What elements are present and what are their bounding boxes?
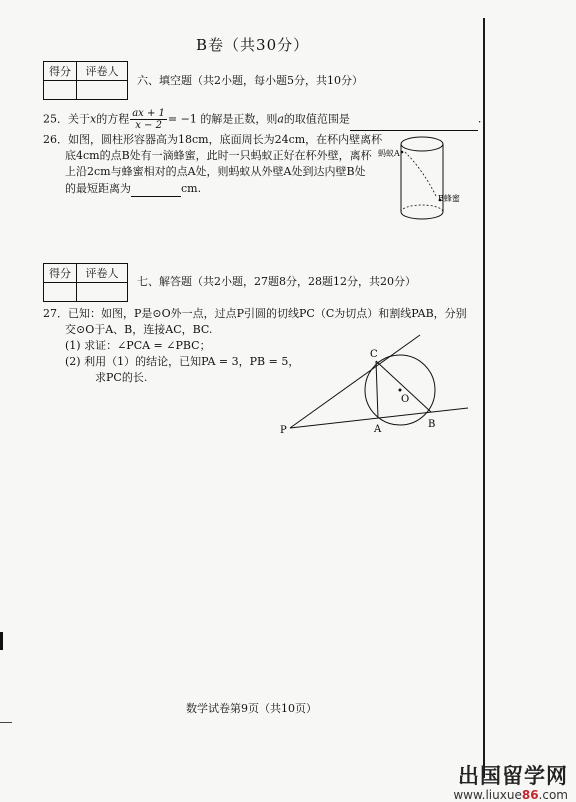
q26-line: 的最短距离为 [65, 182, 131, 195]
q25-numerator: ax + 1 [132, 108, 165, 119]
segment-ac [376, 361, 378, 418]
scan-edge-mark [0, 722, 12, 723]
watermark [453, 760, 568, 802]
question-26 [43, 132, 382, 197]
watermark-url-suffix: .com [538, 788, 568, 802]
circle-tangent-figure [280, 330, 480, 440]
q25-var-a: a [277, 112, 284, 126]
q25-denominator: x − 2 [135, 120, 162, 131]
q27-part2: (2) 利用（1）的结论，已知PA = 3，PB = 5， [65, 355, 300, 368]
q25-var-x: x [90, 112, 97, 126]
q26-unit: cm. [181, 182, 202, 195]
cylinder-bottom-front [401, 212, 443, 219]
grader-header: 评卷人 [77, 62, 128, 81]
q27-part2b: 求PC的长. [95, 371, 148, 384]
grader-cell [77, 283, 128, 302]
q25-after: = −1 的解是正数，则 [167, 112, 278, 126]
cylinder-figure [378, 130, 478, 230]
binding-margin-line [483, 18, 485, 778]
q25-fraction [130, 108, 167, 131]
cylinder-top-ellipse [401, 137, 443, 151]
question-25 [43, 108, 481, 131]
section6-heading: 六、填空题（共2小题，每小题5分，共10分） [137, 74, 363, 87]
q26-line: 26．如图，圆柱形容器高为18cm，底面周长为24cm，在杯内壁离杯 [43, 133, 383, 146]
label-p: P [280, 425, 287, 436]
q25-end: . [477, 112, 482, 126]
q26-line: 底4cm的点B处有一滴蜂蜜，此时一只蚂蚁正好在杯外壁，离杯 [65, 149, 372, 162]
q25-answer-blank [350, 114, 478, 131]
grader-header: 评卷人 [77, 264, 128, 283]
label-a: A [374, 424, 382, 435]
section7-heading: 七、解答题（共2小题，27题8分，28题12分，共20分） [137, 275, 416, 288]
label-c: C [370, 349, 378, 360]
watermark-url-prefix: www.liuxue [453, 788, 522, 802]
score-table [43, 263, 128, 302]
score-header: 得分 [44, 62, 77, 81]
center-o-marker [399, 389, 402, 392]
score-header: 得分 [44, 264, 77, 283]
q25-prefix: 25．关于 [43, 112, 90, 126]
label-o: O [401, 394, 410, 405]
label-ant-a: 蚂蚁A [378, 149, 400, 158]
scan-edge-mark [0, 632, 3, 650]
q26-answer-blank [131, 180, 181, 197]
label-honey-b: B蜂蜜 [438, 194, 460, 203]
tangent-line-pc [290, 335, 420, 428]
watermark-url-number: 86 [521, 788, 539, 802]
section-title: B卷（共30分） [196, 36, 310, 54]
q25-tail: 的取值范围是 [283, 112, 350, 126]
point-a-marker [401, 151, 404, 154]
cylinder-bottom-back [401, 205, 443, 212]
page-footer: 数学试卷第9页（共10页） [186, 702, 317, 715]
q27-line: 交⊙O于A、B，连接AC，BC. [65, 323, 213, 336]
score-cell [44, 81, 77, 100]
score-cell [44, 283, 77, 302]
grader-cell [77, 81, 128, 100]
ant-path [405, 152, 436, 196]
score-table [43, 61, 128, 100]
q26-line: 上沿2cm与蜂蜜相对的点A处，则蚂蚁从外壁A处到达内壁B处 [65, 165, 366, 178]
q27-part1: (1) 求证：∠PCA = ∠PBC； [65, 339, 211, 352]
q27-line: 27．已知：如图，P是⊙O外一点，过点P引圆的切线PC（C为切点）和割线PAB，分别 [43, 307, 467, 320]
watermark-logo-text: 出国留学网 [458, 764, 568, 788]
q25-mid: 的方程 [96, 112, 130, 126]
label-b: B [428, 419, 436, 430]
